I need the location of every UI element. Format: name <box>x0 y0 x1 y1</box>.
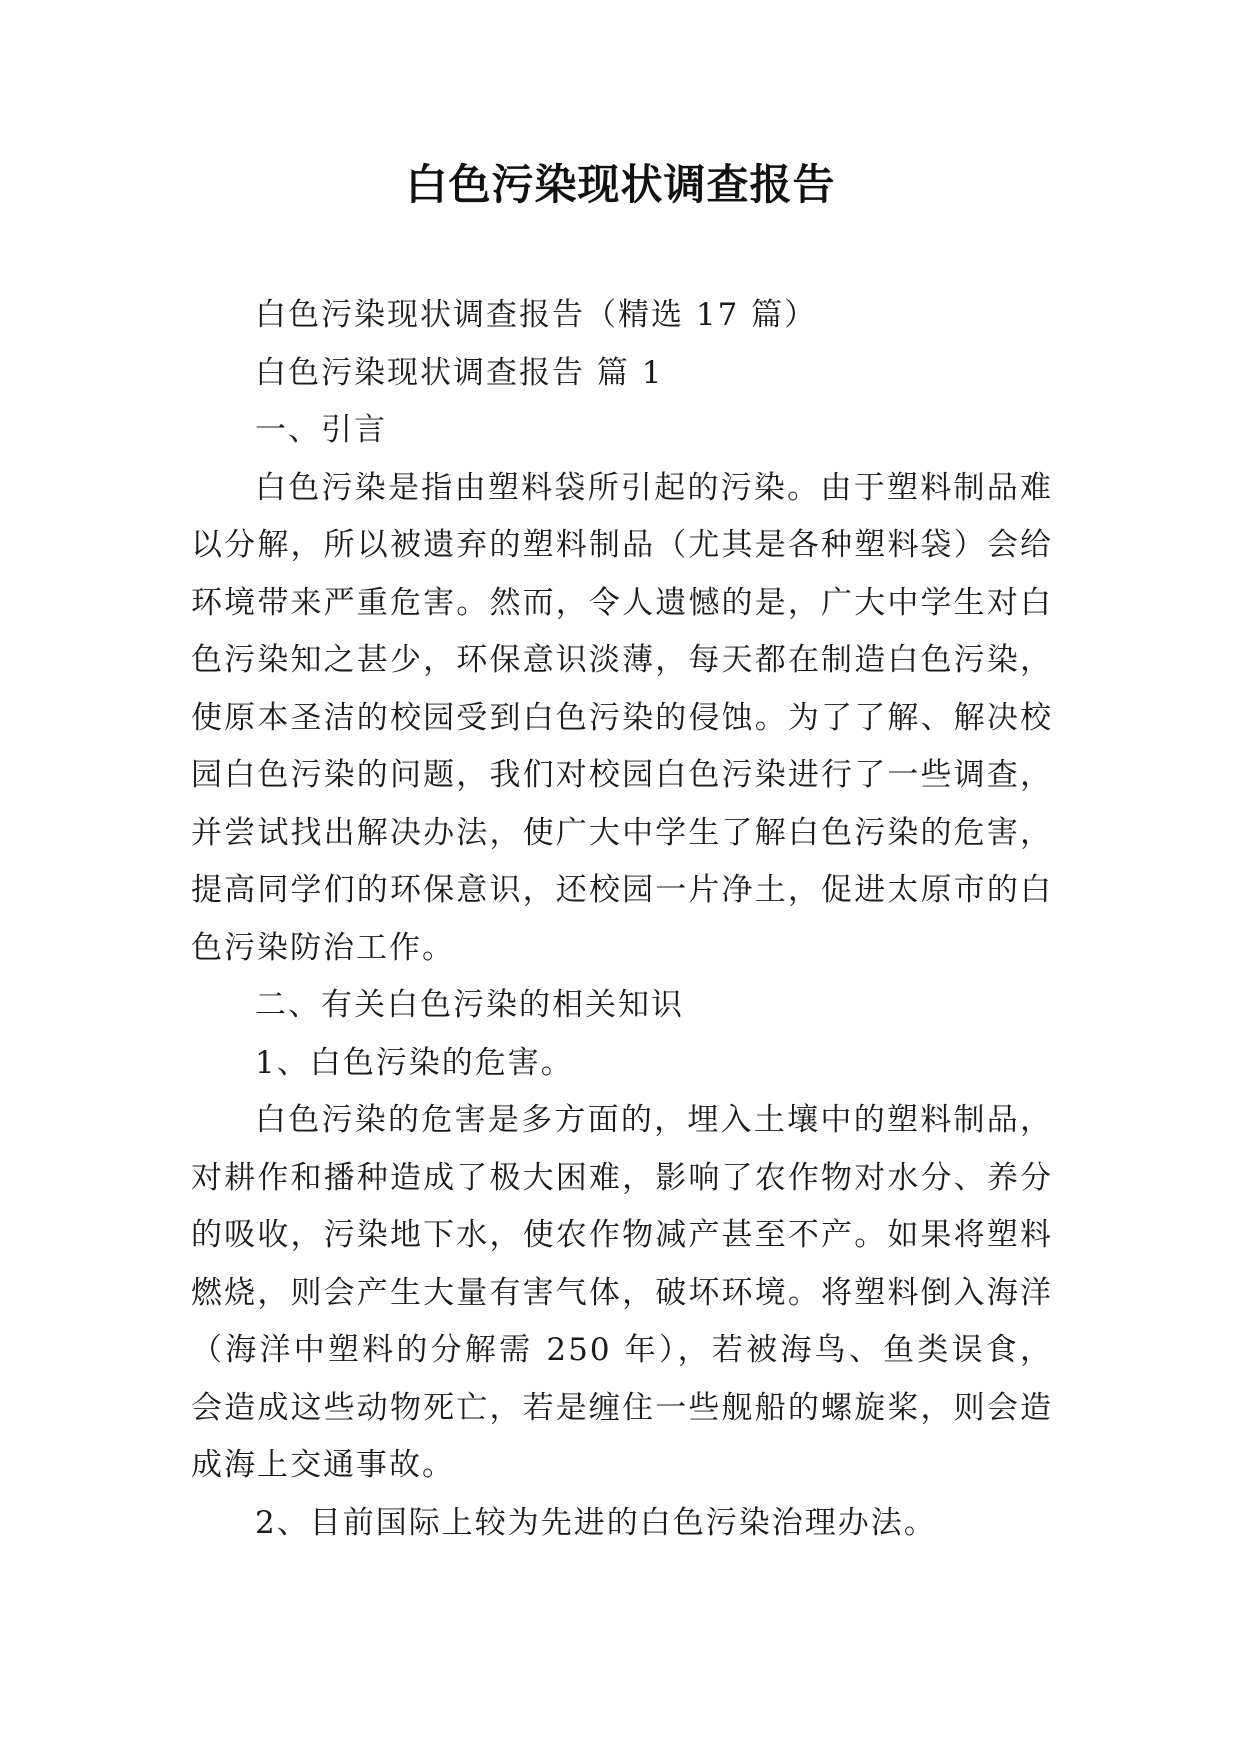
paragraph-introduction-body: 白色污染是指由塑料袋所引起的污染。由于塑料制品难以分解，所以被遗弃的塑料制品（尤其是各种塑料袋）会给环境带来严重危害。然而，令人遗憾的是，广大中学生对白色污染知之甚少，环保意识淡薄，每天都在制造白色污染，使原本圣洁的校园受到白色污染的侵蚀。为了了解、解决校园白色污染的问题，我们对校园白色污染进行了一些调查，并尝试找出解决办法，使广大中学生了解白色污染的危害，提高同学们的环保意识，还校园一片净土，促进太原市的白色污染防治工作。 <box>191 469 1053 966</box>
paragraph-introduction-heading: 一、引言 <box>255 412 387 448</box>
paragraph-treatment-heading: 2、目前国际上较为先进的白色污染治理办法。 <box>255 1504 937 1541</box>
paragraph-knowledge-heading: 二、有关白色污染的相关知识 <box>255 987 684 1023</box>
paragraph-subtitle: 白色污染现状调查报告（精选 17 篇） <box>255 297 818 333</box>
paragraph-harm-body: 白色污染的危害是多方面的，埋入土壤中的塑料制品，对耕作和播种造成了极大困难，影响了农作物对水分、养分的吸收，污染地下水，使农作物减产甚至不产。如果将塑料燃烧，则会产生大量有害气体，破坏环境。将塑料倒入海洋（海洋中塑料的分解需 250 年），若被海鸟、鱼类误食，会造成这些动物死亡，若是缠住一些舰船的螺旋桨，则会造成海上交通事故。 <box>191 1102 1053 1483</box>
paragraph-section-heading: 白色污染现状调查报告 篇 1 <box>255 354 664 391</box>
paragraph-harm-heading: 1、白色污染的危害。 <box>255 1044 574 1081</box>
document-body <box>191 287 1053 1552</box>
document-title: 白色污染现状调查报告 <box>405 160 836 209</box>
